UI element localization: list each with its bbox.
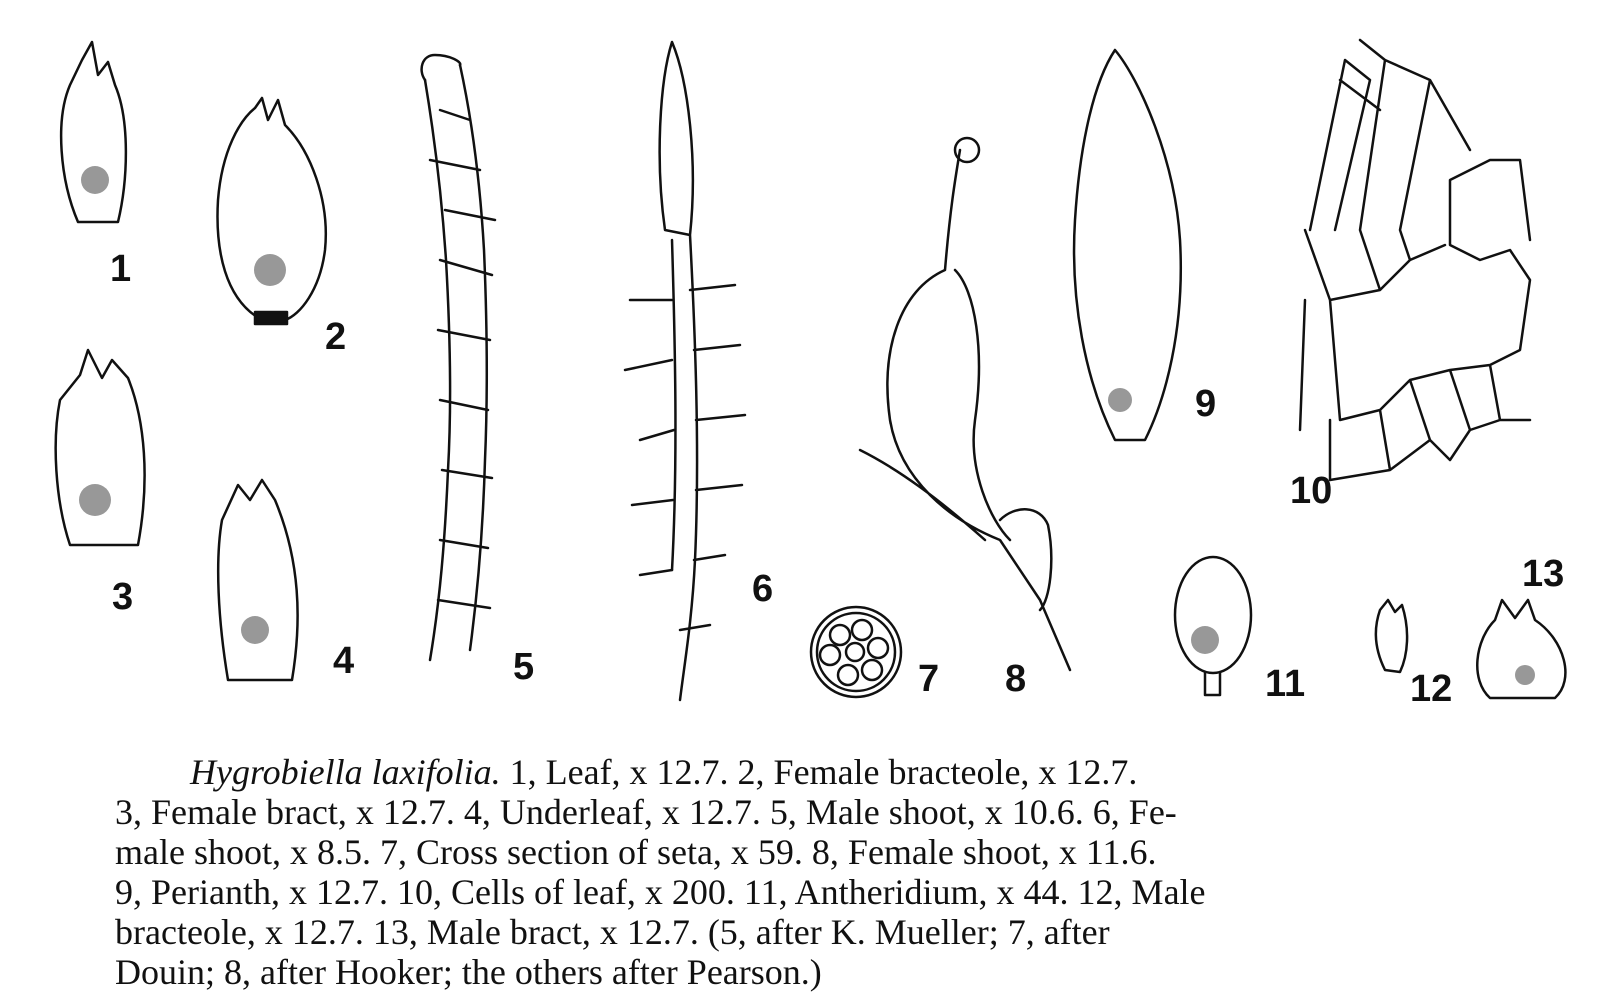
underleaf-drawing <box>218 480 297 680</box>
figure-caption <box>115 752 1515 992</box>
figure-label-2: 2 <box>325 316 347 358</box>
figure-label-4: 4 <box>333 640 355 682</box>
figure-label-3: 3 <box>112 576 134 618</box>
perianth-drawing <box>1074 50 1181 440</box>
bracteole-base <box>255 312 287 324</box>
cells-of-leaf-drawing <box>1300 40 1530 480</box>
caption-line: 3, Female bract, x 12.7. 4, Underleaf, x 12.7. 5, Male shoot, x 10.6. 6, Fe- <box>115 792 1177 832</box>
figure-label-12: 12 <box>1410 668 1453 710</box>
female-bracteole-drawing <box>218 98 326 320</box>
species-name: Hygrobiella laxifolia. <box>190 752 501 792</box>
female-shoot-drawing <box>660 42 697 700</box>
figure-label-13: 13 <box>1522 553 1565 595</box>
figure-label-11: 11 <box>1265 663 1306 705</box>
male-shoot-drawing <box>425 65 487 660</box>
figure-label-9: 9 <box>1195 383 1217 425</box>
female-bract-drawing <box>56 350 145 545</box>
figure-label-5: 5 <box>513 646 535 688</box>
caption-line: Douin; 8, after Hooker; the others after Pearson.) <box>115 952 822 992</box>
caption-text: 1, Leaf, x 12.7. 2, Female bracteole, x 12.7. <box>509 752 1138 792</box>
caption-line <box>115 752 1515 792</box>
caption-line: 9, Perianth, x 12.7. 10, Cells of leaf, x 200. 11, Antheridium, x 44. 12, Male <box>115 872 1206 912</box>
figure-label-10: 10 <box>1290 470 1333 512</box>
leaf-drawing <box>61 42 126 222</box>
male-bracteole-drawing <box>1376 600 1407 672</box>
antheridium-drawing <box>1175 557 1251 695</box>
figure-label-1: 1 <box>110 248 132 290</box>
cross-section-drawing <box>811 607 901 697</box>
caption-line: male shoot, x 8.5. 7, Cross section of seta, x 59. 8, Female shoot, x 11.6. <box>115 832 1157 872</box>
figure-label-7: 7 <box>918 658 940 700</box>
caption-line: bracteole, x 12.7. 13, Male bract, x 12.7. (5, after K. Mueller; 7, after <box>115 912 1110 952</box>
female-shoot-hooker-drawing <box>860 150 1070 670</box>
figure-label-6: 6 <box>752 568 774 610</box>
figure-label-8: 8 <box>1005 658 1027 700</box>
